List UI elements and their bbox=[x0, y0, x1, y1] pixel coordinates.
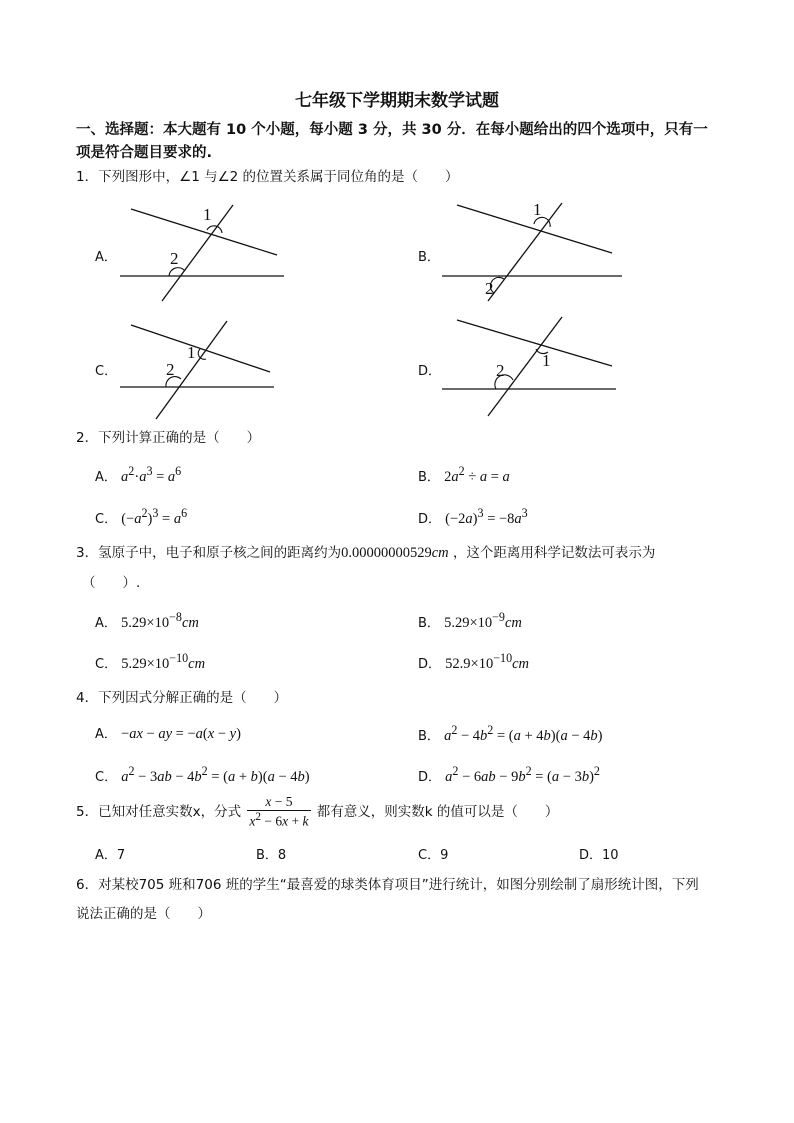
q3-option-d bbox=[418, 651, 529, 673]
q6-stem-line2: 说法正确的是（ ） bbox=[76, 906, 211, 922]
q2-option-a-letter: A． bbox=[95, 469, 117, 485]
q1-c-label-1: 1 bbox=[187, 343, 196, 362]
q3-option-c-exponent: −10 bbox=[169, 651, 189, 665]
q3-option-c bbox=[95, 651, 205, 673]
q1-stem: 1．下列图形中，∠1 与∠2 的位置关系属于同位角的是（ ） bbox=[76, 169, 459, 185]
q3-option-d-mantissa: 52.9×10 bbox=[445, 655, 494, 672]
q3-option-a-mantissa: 5.29×10 bbox=[121, 614, 170, 631]
q5-option-c: C．9 bbox=[418, 848, 449, 863]
q5-option-a: A．7 bbox=[95, 848, 126, 863]
q2-option-a bbox=[95, 464, 181, 486]
section-heading-line2: 项是符合题目要求的. bbox=[76, 145, 213, 161]
page-title: 七年级下学期期末数学试题 bbox=[295, 91, 499, 111]
q3-stem-c: （ ）. bbox=[82, 575, 141, 591]
q2-option-d bbox=[418, 506, 528, 528]
q4-option-b-letter: B． bbox=[418, 728, 440, 744]
q4-option-d bbox=[418, 764, 600, 786]
q3-option-d-exponent: −10 bbox=[493, 651, 513, 665]
q3-option-a-letter: A． bbox=[95, 615, 117, 631]
q1-option-b-letter: B． bbox=[418, 250, 440, 265]
q3-stem-b: ，这个距离用科学记数法可表示为 bbox=[452, 545, 656, 561]
section-heading-line1: 一、选择题：本大题有 10 个小题，每小题 3 分，共 30 分．在每小题给出的四个选项中，只有一 bbox=[76, 122, 708, 138]
q3-option-b-unit: cm bbox=[504, 614, 522, 631]
q4-option-b bbox=[418, 723, 603, 745]
q2-stem: 2．下列计算正确的是（ ） bbox=[76, 430, 261, 446]
q3-option-b-letter: B． bbox=[418, 615, 440, 631]
q4-option-a bbox=[95, 723, 241, 743]
q1-a-label-2: 2 bbox=[170, 249, 179, 268]
q1-option-c-letter: C． bbox=[95, 364, 118, 379]
q2-option-c bbox=[95, 506, 187, 528]
q1-c-label-2: 2 bbox=[166, 360, 175, 379]
q3-stem bbox=[76, 541, 655, 562]
q5-option-b: B．8 bbox=[256, 848, 287, 863]
q3-option-c-mantissa: 5.29×10 bbox=[121, 655, 170, 672]
q5-option-d: D．10 bbox=[579, 848, 619, 863]
q5-stem bbox=[76, 794, 558, 830]
q1-b-label-2: 2 bbox=[485, 279, 494, 298]
q2-option-c-letter: C． bbox=[95, 511, 118, 527]
q1-figure-a bbox=[110, 195, 300, 305]
q3-option-c-letter: C． bbox=[95, 656, 118, 672]
q5-fraction: $\frac{x - 5}{x^2 - 6x + k}$ bbox=[249, 794, 309, 829]
q5-stem-b: 都有意义，则实数k 的值可以是（ ） bbox=[316, 803, 559, 820]
q1-a-label-1: 1 bbox=[203, 205, 212, 224]
q2-option-a-expr: $a^2\cdot a^3 = a^6$ bbox=[121, 464, 182, 485]
q3-option-b bbox=[418, 610, 522, 632]
q3-value: 0.00000000529 bbox=[341, 545, 432, 561]
q1-b-label-1: 1 bbox=[533, 200, 542, 219]
q4-option-a-letter: A． bbox=[95, 727, 117, 742]
q1-d-label-1: 1 bbox=[542, 351, 551, 370]
q3-option-b-mantissa: 5.29×10 bbox=[444, 614, 493, 631]
q1-figure-d bbox=[440, 310, 630, 420]
q4-option-b-expr: $a^2 - 4b^2 = (a + 4b)(a - 4b)$ bbox=[444, 723, 603, 744]
q3-option-b-exponent: −9 bbox=[492, 610, 505, 624]
q1-figure-b bbox=[440, 195, 630, 305]
q1-figure-c bbox=[110, 315, 300, 425]
q2-option-b-expr: $2a^2 \div a = a$ bbox=[444, 464, 510, 485]
q2-option-c-expr: $(-a^2)^3 = a^6$ bbox=[121, 506, 188, 527]
q3-option-a bbox=[95, 610, 199, 632]
q4-option-d-expr: $a^2 - 6ab - 9b^2 = (a - 3b)^2$ bbox=[445, 764, 600, 785]
q3-option-d-unit: cm bbox=[512, 655, 530, 672]
q4-option-c bbox=[95, 764, 310, 786]
q4-option-c-letter: C． bbox=[95, 769, 118, 785]
q3-unit: cm bbox=[431, 545, 449, 561]
q3-option-a-unit: cm bbox=[181, 614, 199, 631]
q3-option-a-exponent: −8 bbox=[169, 610, 182, 624]
q4-option-a-expr: −ax − ay = −a(x − y) bbox=[121, 726, 241, 742]
q2-option-d-letter: D． bbox=[418, 511, 442, 527]
q6-stem-line1: 6．对某校705 班和706 班的学生“最喜爱的球类体育项目”进行统计，如图分别绘制了扇形统计图，下列 bbox=[76, 877, 699, 893]
q4-stem: 4．下列因式分解正确的是（ ） bbox=[76, 690, 288, 706]
q3-option-d-letter: D． bbox=[418, 656, 442, 672]
q1-option-d-letter: D． bbox=[418, 364, 442, 379]
q2-option-d-expr: $(-2a)^3 = -8a^3$ bbox=[445, 506, 528, 527]
q1-d-label-2: 2 bbox=[496, 361, 505, 380]
q2-option-b-letter: B． bbox=[418, 469, 440, 485]
q4-option-d-letter: D． bbox=[418, 769, 442, 785]
q5-stem-a: 5．已知对任意实数x，分式 bbox=[76, 803, 242, 820]
q3-stem-a: 3．氢原子中，电子和原子核之间的距离约为 bbox=[76, 545, 342, 561]
q2-option-b bbox=[418, 464, 510, 486]
q1-option-a-letter: A． bbox=[95, 250, 117, 265]
q3-option-c-unit: cm bbox=[188, 655, 206, 672]
q4-option-c-expr: $a^2 - 3ab - 4b^2 = (a + b)(a - 4b)$ bbox=[121, 764, 310, 785]
